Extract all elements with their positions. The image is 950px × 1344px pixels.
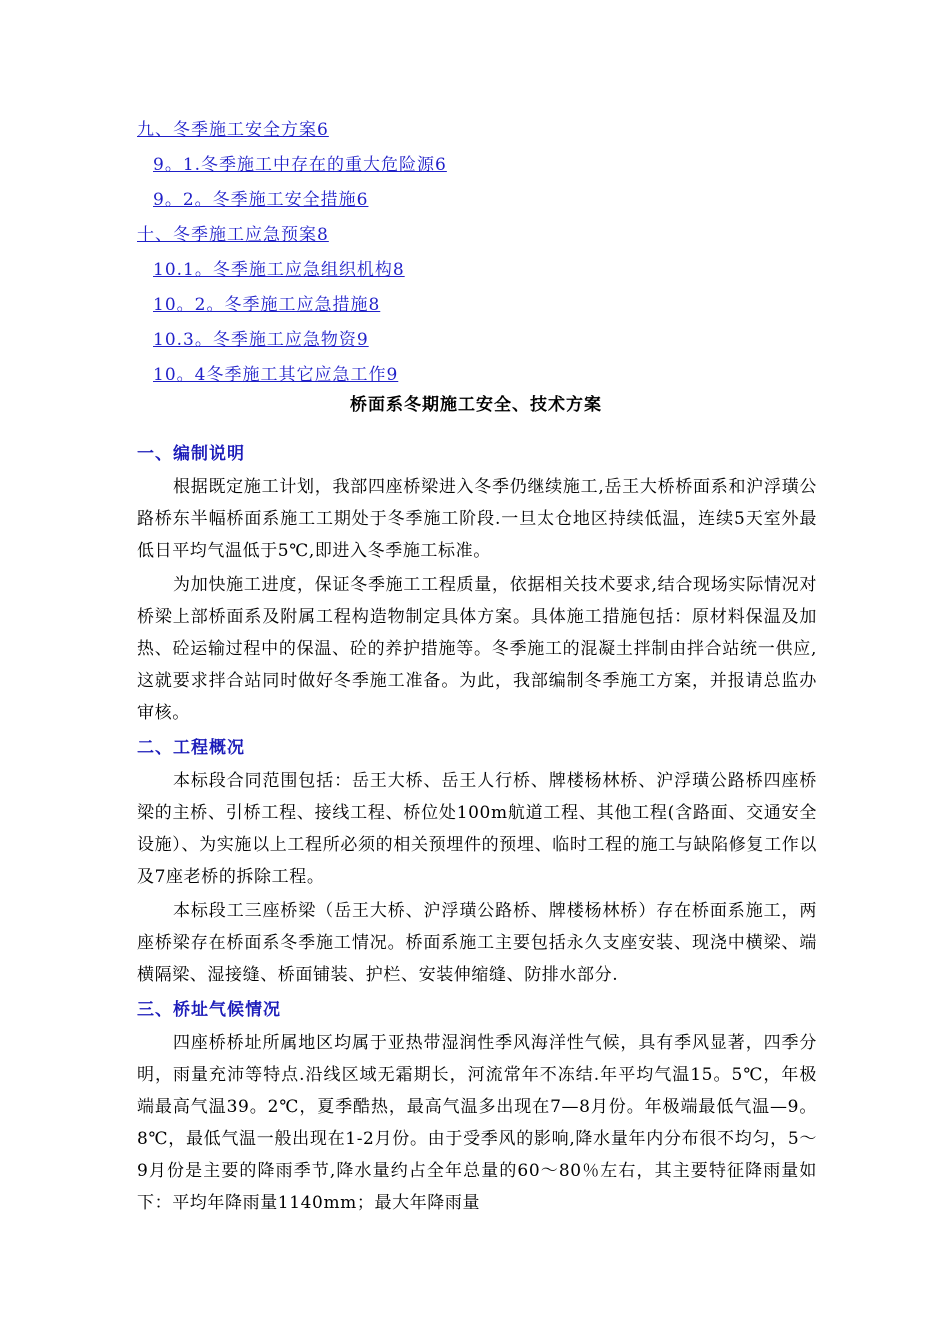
section-climate — [137, 993, 817, 1219]
toc-link-section-9[interactable]: 九、冬季施工安全方案6 — [137, 120, 329, 140]
paragraph: 四座桥桥址所属地区均属于亚热带湿润性季风海洋性气候，具有季风显著，四季分明，雨量充沛等特点.沿线区域无霜期长，河流常年不冻结.年平均气温15。5℃，年极端最高气温39。2℃，夏季酷热，最高气温多出现在7—8月份。年极端最低气温—9。8℃，最低气温一般出现在1-2月份。由于受季风的影响,降水量年内分布很不均匀，5～9月份是主要的降雨季节,降水量约占全年总量的60～80％左右，其主要特征降雨量如下：平均年降雨量1140mm；最大年降雨量 — [137, 1033, 817, 1213]
toc-link-10-4[interactable]: 10。4冬季施工其它应急工作9 — [153, 365, 399, 385]
section-compilation-notes — [137, 437, 817, 729]
section-project-overview — [137, 731, 817, 991]
document-body — [137, 437, 817, 1221]
table-of-contents — [137, 116, 837, 396]
toc-link-9-1[interactable]: 9。1.冬季施工中存在的重大危险源6 — [153, 155, 447, 175]
paragraph: 为加快施工进度，保证冬季施工工程质量，依据相关技术要求,结合现场实际情况对桥梁上部桥面系及附属工程构造物制定具体方案。具体施工措施包括：原材料保温及加热、砼运输过程中的保温、砼的养护措施等。冬季施工的混凝土拌制由拌合站统一供应,这就要求拌合站同时做好冬季施工准备。为此，我部编制冬季施工方案，并报请总监办审核。 — [137, 575, 817, 723]
toc-link-10-1[interactable]: 10.1。冬季施工应急组织机构8 — [153, 260, 405, 280]
toc-link-10-3[interactable]: 10.3。冬季施工应急物资9 — [153, 330, 369, 350]
paragraph: 根据既定施工计划，我部四座桥梁进入冬季仍继续施工,岳王大桥桥面系和沪浮璜公路桥东半幅桥面系施工工期处于冬季施工阶段.一旦太仓地区持续低温，连续5天室外最低日平均气温低于5℃,即进入冬季施工标准。 — [137, 477, 817, 561]
document-title: 桥面系冬期施工安全、技术方案 — [350, 395, 602, 415]
section-heading: 一、编制说明 — [137, 444, 245, 464]
toc-link-9-2[interactable]: 9。2。冬季施工安全措施6 — [153, 190, 369, 210]
section-heading: 三、桥址气候情况 — [137, 1000, 281, 1020]
toc-link-10-2[interactable]: 10。2。冬季施工应急措施8 — [153, 295, 381, 315]
section-heading: 二、工程概况 — [137, 738, 245, 758]
paragraph: 本标段工三座桥梁（岳王大桥、沪浮璜公路桥、牌楼杨林桥）存在桥面系施工，两座桥梁存在桥面系冬季施工情况。桥面系施工主要包括永久支座安装、现浇中横梁、端横隔梁、湿接缝、桥面铺装、护栏、安装伸缩缝、防排水部分. — [137, 901, 817, 985]
toc-link-section-10[interactable]: 十、冬季施工应急预案8 — [137, 225, 329, 245]
paragraph: 本标段合同范围包括：岳王大桥、岳王人行桥、牌楼杨林桥、沪浮璜公路桥四座桥梁的主桥、引桥工程、接线工程、桥位处100m航道工程、其他工程(含路面、交通安全设施）、为实施以上工程所必须的相关预埋件的预埋、临时工程的施工与缺陷修复工作以及7座老桥的拆除工程。 — [137, 771, 817, 887]
